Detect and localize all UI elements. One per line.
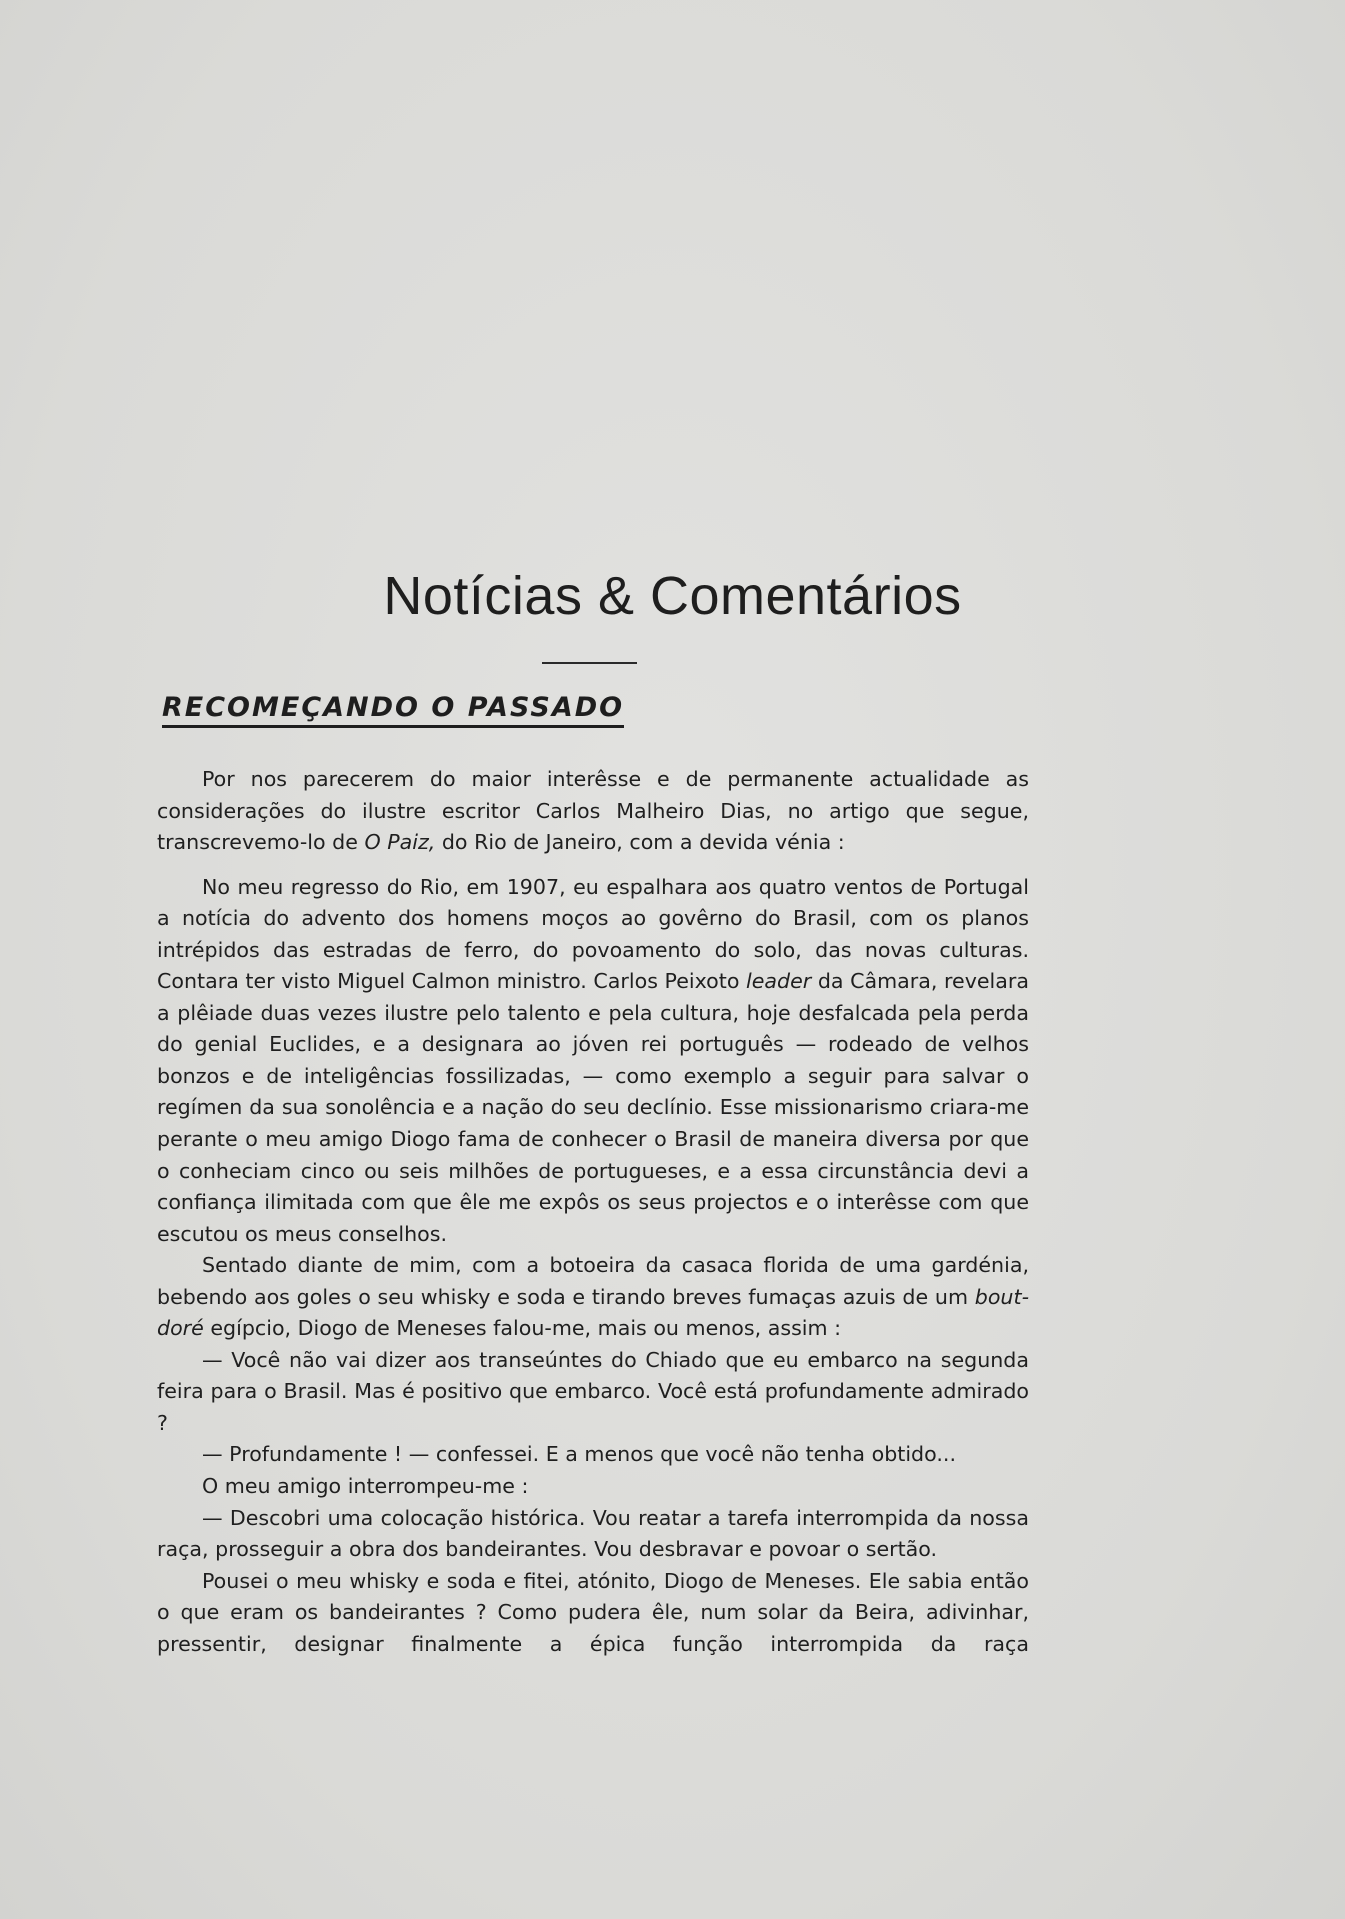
intro-text-1: Por nos parecerem do maior interêsse e de permanente actualidade as considerações do ilustre escritor Carlos Malheiro Dias, no artigo que segue, transcrevemo-lo de <box>157 767 1029 855</box>
dialogue-line-3: O meu amigo interrompeu-me : <box>202 1474 529 1499</box>
dialogue-line-4: — Descobri uma colocação histórica. Vou reatar a tarefa interrompida da nossa raça, prosseguir a obra dos bandeirantes. Vou desbravar e povoar o sertão. <box>157 1505 1029 1562</box>
paragraph-1 <box>157 872 1029 1251</box>
heading-divider <box>542 662 637 664</box>
paragraph-2-text-2: egípcio, Diogo de Meneses falou-me, mais ou menos, assim : <box>203 1316 842 1341</box>
paragraph-1-text-1: No meu regresso do Rio, em 1907, eu espalhara aos quatro ventos de Portugal a notícia do advento dos homens moços ao govêrno do Brasil, com os planos intrépidos das estradas de ferro, do povoamento do solo, das novas culturas. Contara ter visto Miguel Calmon ministro. Carlos Peixoto <box>157 874 1029 994</box>
paragraph-2-text-1: Sentado diante de mim, com a botoeira da casaca florida de uma gardénia, bebendo aos goles o seu whisky e soda e tirando breves fumaças azuis de um <box>157 1253 1029 1309</box>
paragraph-1-text-2: da Câmara, revelara a plêiade duas vezes ilustre pelo talento e pela cultura, hoje desfalcada pela perda do genial Euclides, e a designara ao jóven rei português — rodeado de velhos bonzos e de inteligências fossilizadas, — como exemplo a seguir para salvar o regímen da sua sonolência e a nação do seu declínio. Esse missionarismo criara-me perante o meu amigo Diogo fama de conhecer o Brasil de maneira diversa por que o conheciam cinco ou seis milhões de portugueses, e a essa circunstância devi a confiança ilimitada com que êle me expôs os seus projectos e o interêsse com que escutou os meus conselhos. <box>157 969 1029 1246</box>
page-heading: Notícias & Comentários <box>383 566 962 626</box>
dialogue-line-5: Pousei o meu whisky e soda e fitei, atónito, Diogo de Meneses. Ele sabia então o que eram os bandeirantes ? Como pudera êle, num solar da Beira, adivinhar, pressentir, designar finalmente a épica função interrompida da raça <box>157 1568 1029 1656</box>
intro-text-2: do Rio de Janeiro, com a devida vénia : <box>435 830 845 855</box>
leader-term: leader <box>746 969 812 994</box>
intro-paragraph <box>157 764 1029 859</box>
article-body <box>157 764 1029 1660</box>
source-title: O Paiz, <box>364 830 436 855</box>
dialogue-line-2: — Profundamente ! — confessei. E a menos que você não tenha obtido... <box>202 1442 957 1467</box>
section-title: RECOMEÇANDO O PASSADO <box>162 692 624 728</box>
dialogue-line-1: — Você não vai dizer aos transeúntes do Chiado que eu embarco na segunda feira para o Brasil. Mas é positivo que embarco. Você está profundamente admirado ? <box>157 1347 1029 1435</box>
paragraph-2 <box>157 1250 1029 1345</box>
bout-dore-term: bout-doré <box>157 1284 1029 1341</box>
